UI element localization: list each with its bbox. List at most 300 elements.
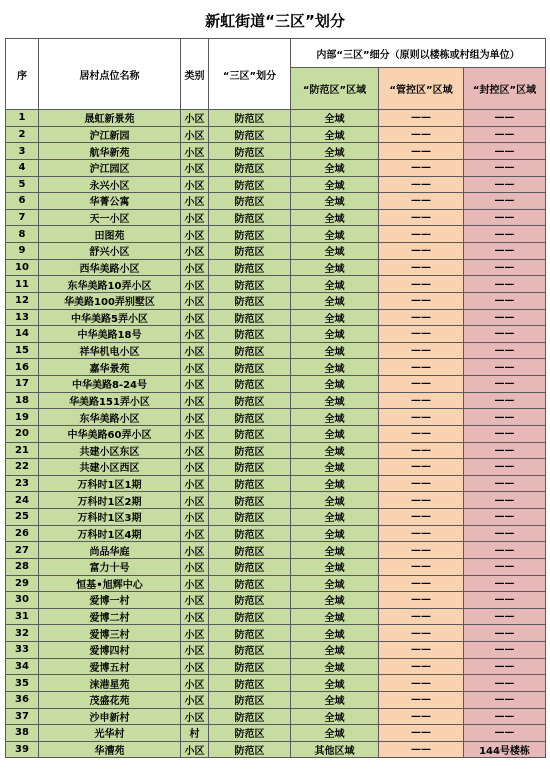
table-row	[6, 143, 546, 160]
cell-prevention-area: 全域	[291, 326, 379, 343]
cell-category: 村	[181, 725, 209, 742]
cell-seq: 19	[6, 409, 39, 426]
cell-control-area: ——	[379, 292, 464, 309]
cell-control-area: ——	[379, 741, 464, 758]
cell-zone: 防范区	[209, 525, 291, 542]
cell-lockdown-area: ——	[464, 226, 546, 243]
cell-control-area: ——	[379, 642, 464, 659]
cell-control-area: ——	[379, 592, 464, 609]
cell-name: 茂盛花苑	[39, 691, 181, 708]
cell-prevention-area: 全域	[291, 575, 379, 592]
cell-lockdown-area: ——	[464, 442, 546, 459]
cell-seq: 32	[6, 625, 39, 642]
cell-zone: 防范区	[209, 342, 291, 359]
cell-name: 航华新苑	[39, 143, 181, 160]
cell-zone: 防范区	[209, 276, 291, 293]
table-row	[6, 642, 546, 659]
table-row	[6, 558, 546, 575]
cell-prevention-area: 其他区域	[291, 741, 379, 758]
cell-control-area: ——	[379, 658, 464, 675]
cell-prevention-area: 全域	[291, 425, 379, 442]
cell-control-area: ——	[379, 143, 464, 160]
cell-lockdown-area: ——	[464, 193, 546, 210]
cell-seq: 18	[6, 392, 39, 409]
cell-lockdown-area: ——	[464, 309, 546, 326]
cell-zone: 防范区	[209, 575, 291, 592]
cell-lockdown-area: ——	[464, 243, 546, 260]
cell-control-area: ——	[379, 276, 464, 293]
table-row	[6, 309, 546, 326]
cell-control-area: ——	[379, 226, 464, 243]
cell-prevention-area: 全域	[291, 110, 379, 127]
cell-seq: 11	[6, 276, 39, 293]
cell-control-area: ——	[379, 525, 464, 542]
cell-prevention-area: 全域	[291, 159, 379, 176]
cell-seq: 8	[6, 226, 39, 243]
cell-category: 小区	[181, 359, 209, 376]
cell-zone: 防范区	[209, 392, 291, 409]
cell-lockdown-area: ——	[464, 209, 546, 226]
cell-zone: 防范区	[209, 193, 291, 210]
table-row	[6, 708, 546, 725]
cell-zone: 防范区	[209, 409, 291, 426]
cell-category: 小区	[181, 342, 209, 359]
cell-seq: 13	[6, 309, 39, 326]
zone-table	[5, 38, 546, 758]
cell-control-area: ——	[379, 176, 464, 193]
cell-seq: 4	[6, 159, 39, 176]
cell-prevention-area: 全域	[291, 642, 379, 659]
table-row	[6, 492, 546, 509]
cell-name: 尚品华庭	[39, 542, 181, 559]
cell-control-area: ——	[379, 708, 464, 725]
cell-lockdown-area: ——	[464, 592, 546, 609]
cell-prevention-area: 全域	[291, 243, 379, 260]
cell-seq: 37	[6, 708, 39, 725]
table-row	[6, 475, 546, 492]
cell-category: 小区	[181, 376, 209, 393]
cell-lockdown-area: ——	[464, 409, 546, 426]
cell-name: 华漕苑	[39, 741, 181, 758]
cell-zone: 防范区	[209, 691, 291, 708]
table-row	[6, 126, 546, 143]
page-title: 新虹街道“三区”划分	[205, 12, 345, 30]
cell-control-area: ——	[379, 376, 464, 393]
cell-seq: 34	[6, 658, 39, 675]
cell-name: 万科时1区4期	[39, 525, 181, 542]
cell-seq: 2	[6, 126, 39, 143]
cell-seq: 3	[6, 143, 39, 160]
cell-zone: 防范区	[209, 642, 291, 659]
table-row	[6, 675, 546, 692]
cell-lockdown-area: ——	[464, 376, 546, 393]
cell-prevention-area: 全域	[291, 226, 379, 243]
header-zone: “三区”划分	[209, 39, 291, 110]
cell-seq: 25	[6, 509, 39, 526]
cell-seq: 20	[6, 425, 39, 442]
cell-prevention-area: 全域	[291, 475, 379, 492]
cell-category: 小区	[181, 592, 209, 609]
cell-zone: 防范区	[209, 542, 291, 559]
table-row	[6, 376, 546, 393]
table-row	[6, 741, 546, 758]
cell-name: 中华美路60弄小区	[39, 425, 181, 442]
cell-zone: 防范区	[209, 475, 291, 492]
cell-zone: 防范区	[209, 259, 291, 276]
cell-seq: 9	[6, 243, 39, 260]
cell-prevention-area: 全域	[291, 409, 379, 426]
cell-zone: 防范区	[209, 708, 291, 725]
cell-control-area: ——	[379, 575, 464, 592]
cell-seq: 17	[6, 376, 39, 393]
cell-seq: 36	[6, 691, 39, 708]
cell-zone: 防范区	[209, 625, 291, 642]
cell-zone: 防范区	[209, 492, 291, 509]
table-row	[6, 459, 546, 476]
cell-category: 小区	[181, 193, 209, 210]
cell-name: 万科时1区1期	[39, 475, 181, 492]
table-row	[6, 193, 546, 210]
cell-name: 华美路151弄小区	[39, 392, 181, 409]
cell-category: 小区	[181, 675, 209, 692]
cell-category: 小区	[181, 459, 209, 476]
cell-category: 小区	[181, 392, 209, 409]
cell-control-area: ——	[379, 309, 464, 326]
cell-prevention-area: 全域	[291, 193, 379, 210]
cell-control-area: ——	[379, 259, 464, 276]
cell-seq: 30	[6, 592, 39, 609]
cell-seq: 10	[6, 259, 39, 276]
cell-category: 小区	[181, 259, 209, 276]
cell-control-area: ——	[379, 691, 464, 708]
header-internal-subdivision: 内部“三区”细分（原则以楼栋或村组为单位）	[291, 39, 546, 68]
cell-name: 万科时1区3期	[39, 509, 181, 526]
cell-zone: 防范区	[209, 126, 291, 143]
cell-prevention-area: 全域	[291, 309, 379, 326]
cell-name: 中华美路18号	[39, 326, 181, 343]
cell-name: 嘉华景苑	[39, 359, 181, 376]
cell-category: 小区	[181, 209, 209, 226]
header-prevention-area: “防范区”区域	[291, 68, 379, 110]
cell-name: 爱博一村	[39, 592, 181, 609]
cell-name: 晟虹新景苑	[39, 110, 181, 127]
cell-seq: 29	[6, 575, 39, 592]
cell-control-area: ——	[379, 625, 464, 642]
cell-control-area: ——	[379, 209, 464, 226]
cell-prevention-area: 全域	[291, 176, 379, 193]
cell-category: 小区	[181, 159, 209, 176]
cell-name: 共建小区西区	[39, 459, 181, 476]
cell-seq: 1	[6, 110, 39, 127]
cell-category: 小区	[181, 658, 209, 675]
cell-seq: 6	[6, 193, 39, 210]
cell-zone: 防范区	[209, 309, 291, 326]
cell-zone: 防范区	[209, 442, 291, 459]
cell-name: 富力十号	[39, 558, 181, 575]
cell-prevention-area: 全域	[291, 143, 379, 160]
cell-seq: 15	[6, 342, 39, 359]
cell-lockdown-area: ——	[464, 143, 546, 160]
cell-control-area: ——	[379, 243, 464, 260]
cell-category: 小区	[181, 642, 209, 659]
cell-control-area: ——	[379, 475, 464, 492]
cell-name: 沪江园区	[39, 159, 181, 176]
cell-prevention-area: 全域	[291, 209, 379, 226]
table-row	[6, 691, 546, 708]
cell-name: 沙申新村	[39, 708, 181, 725]
cell-control-area: ——	[379, 159, 464, 176]
cell-zone: 防范区	[209, 326, 291, 343]
header-name: 居村点位名称	[39, 39, 181, 110]
cell-zone: 防范区	[209, 725, 291, 742]
cell-seq: 7	[6, 209, 39, 226]
table-row	[6, 176, 546, 193]
cell-prevention-area: 全域	[291, 292, 379, 309]
cell-category: 小区	[181, 475, 209, 492]
cell-lockdown-area: ——	[464, 509, 546, 526]
cell-prevention-area: 全域	[291, 276, 379, 293]
cell-zone: 防范区	[209, 459, 291, 476]
cell-category: 小区	[181, 126, 209, 143]
cell-name: 爱博五村	[39, 658, 181, 675]
cell-lockdown-area: ——	[464, 642, 546, 659]
cell-zone: 防范区	[209, 359, 291, 376]
cell-lockdown-area: ——	[464, 558, 546, 575]
cell-zone: 防范区	[209, 592, 291, 609]
cell-category: 小区	[181, 309, 209, 326]
cell-category: 小区	[181, 143, 209, 160]
cell-category: 小区	[181, 243, 209, 260]
cell-lockdown-area: ——	[464, 691, 546, 708]
cell-seq: 39	[6, 741, 39, 758]
cell-control-area: ——	[379, 193, 464, 210]
table-row	[6, 542, 546, 559]
cell-zone: 防范区	[209, 658, 291, 675]
table-row	[6, 425, 546, 442]
cell-name: 祥华机电小区	[39, 342, 181, 359]
cell-lockdown-area: ——	[464, 292, 546, 309]
table-row	[6, 259, 546, 276]
cell-lockdown-area: 144号楼栋	[464, 741, 546, 758]
cell-lockdown-area: ——	[464, 492, 546, 509]
cell-category: 小区	[181, 608, 209, 625]
cell-lockdown-area: ——	[464, 342, 546, 359]
table-row	[6, 276, 546, 293]
cell-category: 小区	[181, 525, 209, 542]
cell-name: 共建小区东区	[39, 442, 181, 459]
cell-prevention-area: 全域	[291, 342, 379, 359]
cell-lockdown-area: ——	[464, 725, 546, 742]
cell-lockdown-area: ——	[464, 675, 546, 692]
cell-category: 小区	[181, 176, 209, 193]
header-seq: 序	[6, 39, 39, 110]
cell-prevention-area: 全域	[291, 359, 379, 376]
cell-lockdown-area: ——	[464, 708, 546, 725]
cell-category: 小区	[181, 409, 209, 426]
table-row	[6, 608, 546, 625]
cell-prevention-area: 全域	[291, 126, 379, 143]
cell-lockdown-area: ——	[464, 326, 546, 343]
cell-lockdown-area: ——	[464, 525, 546, 542]
table-row	[6, 392, 546, 409]
cell-name: 沪江新园	[39, 126, 181, 143]
cell-lockdown-area: ——	[464, 359, 546, 376]
cell-lockdown-area: ——	[464, 542, 546, 559]
cell-category: 小区	[181, 691, 209, 708]
cell-name: 中华美路5弄小区	[39, 309, 181, 326]
cell-lockdown-area: ——	[464, 126, 546, 143]
cell-lockdown-area: ——	[464, 259, 546, 276]
cell-name: 西华美路小区	[39, 259, 181, 276]
cell-control-area: ——	[379, 409, 464, 426]
cell-lockdown-area: ——	[464, 608, 546, 625]
cell-control-area: ——	[379, 608, 464, 625]
cell-lockdown-area: ——	[464, 176, 546, 193]
table-row	[6, 592, 546, 609]
cell-seq: 38	[6, 725, 39, 742]
cell-control-area: ——	[379, 110, 464, 127]
cell-name: 爱博三村	[39, 625, 181, 642]
cell-prevention-area: 全域	[291, 442, 379, 459]
cell-control-area: ——	[379, 542, 464, 559]
cell-seq: 26	[6, 525, 39, 542]
table-row	[6, 509, 546, 526]
cell-zone: 防范区	[209, 110, 291, 127]
table-row	[6, 359, 546, 376]
cell-category: 小区	[181, 110, 209, 127]
cell-seq: 24	[6, 492, 39, 509]
cell-name: 爱博二村	[39, 608, 181, 625]
cell-lockdown-area: ——	[464, 658, 546, 675]
table-row	[6, 658, 546, 675]
table-row	[6, 292, 546, 309]
cell-zone: 防范区	[209, 159, 291, 176]
cell-seq: 31	[6, 608, 39, 625]
table-row	[6, 525, 546, 542]
cell-name: 田图苑	[39, 226, 181, 243]
cell-name: 华美路100弄别墅区	[39, 292, 181, 309]
cell-category: 小区	[181, 542, 209, 559]
cell-prevention-area: 全域	[291, 691, 379, 708]
cell-prevention-area: 全域	[291, 675, 379, 692]
cell-seq: 5	[6, 176, 39, 193]
cell-prevention-area: 全域	[291, 708, 379, 725]
cell-category: 小区	[181, 326, 209, 343]
cell-zone: 防范区	[209, 608, 291, 625]
cell-seq: 22	[6, 459, 39, 476]
cell-category: 小区	[181, 492, 209, 509]
table-body	[6, 110, 546, 758]
cell-control-area: ——	[379, 342, 464, 359]
cell-seq: 12	[6, 292, 39, 309]
cell-name: 爱博四村	[39, 642, 181, 659]
cell-category: 小区	[181, 625, 209, 642]
cell-zone: 防范区	[209, 209, 291, 226]
cell-name: 光华村	[39, 725, 181, 742]
cell-name: 永兴小区	[39, 176, 181, 193]
table-row	[6, 159, 546, 176]
cell-prevention-area: 全域	[291, 542, 379, 559]
cell-zone: 防范区	[209, 509, 291, 526]
cell-prevention-area: 全域	[291, 392, 379, 409]
cell-control-area: ——	[379, 392, 464, 409]
table-row	[6, 409, 546, 426]
cell-category: 小区	[181, 509, 209, 526]
cell-seq: 23	[6, 475, 39, 492]
cell-lockdown-area: ——	[464, 392, 546, 409]
cell-category: 小区	[181, 442, 209, 459]
cell-seq: 27	[6, 542, 39, 559]
cell-seq: 33	[6, 642, 39, 659]
table-row	[6, 575, 546, 592]
cell-seq: 21	[6, 442, 39, 459]
cell-zone: 防范区	[209, 243, 291, 260]
cell-name: 华菁公寓	[39, 193, 181, 210]
cell-control-area: ——	[379, 675, 464, 692]
cell-name: 东华美路10弄小区	[39, 276, 181, 293]
cell-control-area: ——	[379, 558, 464, 575]
cell-prevention-area: 全域	[291, 459, 379, 476]
cell-category: 小区	[181, 558, 209, 575]
cell-prevention-area: 全域	[291, 725, 379, 742]
cell-seq: 28	[6, 558, 39, 575]
cell-category: 小区	[181, 276, 209, 293]
cell-control-area: ——	[379, 509, 464, 526]
cell-lockdown-area: ——	[464, 459, 546, 476]
table-row	[6, 342, 546, 359]
cell-prevention-area: 全域	[291, 492, 379, 509]
cell-prevention-area: 全域	[291, 259, 379, 276]
cell-zone: 防范区	[209, 226, 291, 243]
cell-name: 涞港星苑	[39, 675, 181, 692]
cell-control-area: ——	[379, 359, 464, 376]
cell-prevention-area: 全域	[291, 376, 379, 393]
cell-category: 小区	[181, 741, 209, 758]
cell-name: 舒兴小区	[39, 243, 181, 260]
cell-lockdown-area: ——	[464, 625, 546, 642]
cell-prevention-area: 全域	[291, 592, 379, 609]
cell-prevention-area: 全域	[291, 558, 379, 575]
cell-name: 恒基•旭辉中心	[39, 575, 181, 592]
cell-name: 万科时1区2期	[39, 492, 181, 509]
cell-lockdown-area: ——	[464, 159, 546, 176]
cell-control-area: ——	[379, 126, 464, 143]
header-category: 类别	[181, 39, 209, 110]
cell-name: 中华美路8-24号	[39, 376, 181, 393]
cell-zone: 防范区	[209, 292, 291, 309]
table-row	[6, 243, 546, 260]
cell-zone: 防范区	[209, 143, 291, 160]
cell-control-area: ——	[379, 459, 464, 476]
cell-seq: 16	[6, 359, 39, 376]
cell-prevention-area: 全域	[291, 608, 379, 625]
cell-lockdown-area: ——	[464, 475, 546, 492]
cell-control-area: ——	[379, 425, 464, 442]
cell-category: 小区	[181, 226, 209, 243]
cell-zone: 防范区	[209, 675, 291, 692]
cell-control-area: ——	[379, 442, 464, 459]
table-row	[6, 625, 546, 642]
table-row	[6, 226, 546, 243]
cell-prevention-area: 全域	[291, 625, 379, 642]
cell-name: 天一小区	[39, 209, 181, 226]
cell-prevention-area: 全域	[291, 525, 379, 542]
cell-control-area: ——	[379, 326, 464, 343]
table-row	[6, 725, 546, 742]
table-row	[6, 326, 546, 343]
table-row	[6, 110, 546, 127]
header-control-area: “管控区”区域	[379, 68, 464, 110]
